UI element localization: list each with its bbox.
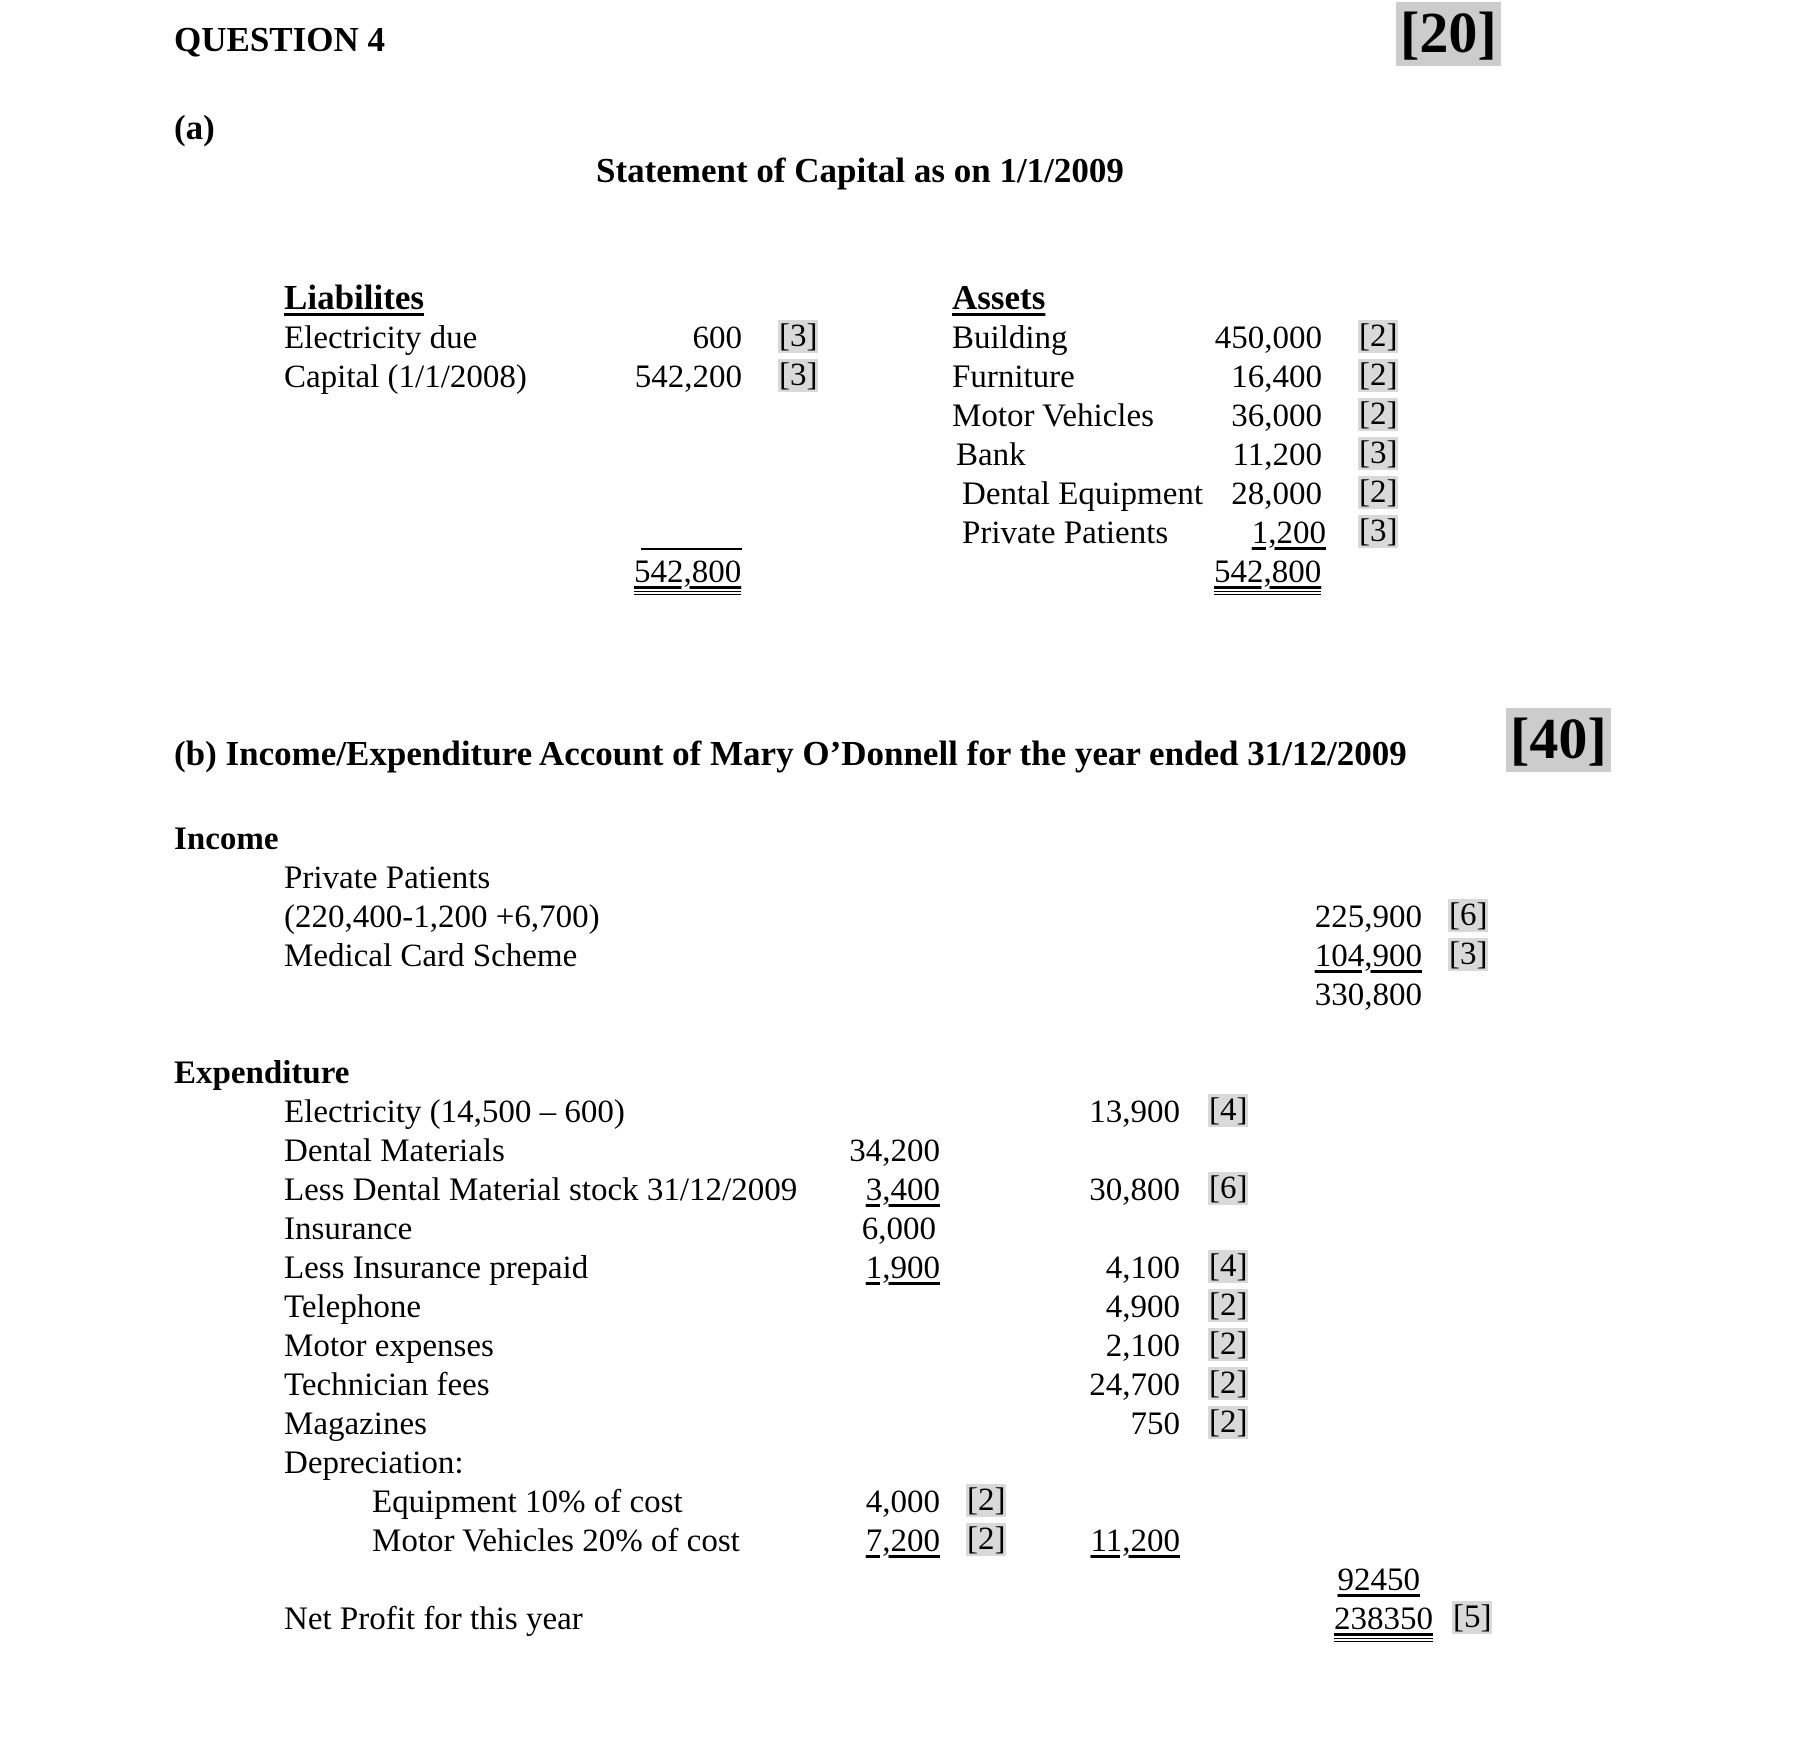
assets-total: 542,800	[1214, 554, 1321, 595]
marks-badge: [2]	[967, 1482, 1006, 1518]
marks-badge: [2]	[1359, 357, 1398, 393]
income-amount: 225,900	[1314, 899, 1422, 935]
income-heading: Income	[174, 821, 279, 857]
marks-badge: [2]	[1209, 1404, 1248, 1440]
asset-label: Private Patients	[962, 515, 1169, 551]
liability-label: Capital (1/1/2008)	[284, 359, 527, 395]
asset-amount: 11,200	[1232, 437, 1322, 473]
marks-badge: [3]	[779, 318, 818, 354]
expense-label: Less Insurance prepaid	[284, 1250, 589, 1286]
asset-amount: 450,000	[1214, 320, 1322, 356]
marks-badge: [3]	[1359, 435, 1398, 471]
expense-label: Less Dental Material stock 31/12/2009	[284, 1172, 798, 1208]
depreciation-label: Equipment 10% of cost	[372, 1484, 683, 1520]
expense-amount: 24,700	[1089, 1367, 1180, 1403]
depreciation-label: Motor Vehicles 20% of cost	[372, 1523, 740, 1559]
expense-amount: 2,100	[1105, 1328, 1180, 1364]
marks-badge: [3]	[779, 357, 818, 393]
depreciation-amount: 7,200	[865, 1523, 940, 1559]
part-b-title: (b) Income/Expenditure Account of Mary O’Donnell for the year ended 31/12/2009	[174, 734, 1407, 773]
expense-amount: 13,900	[1089, 1094, 1180, 1130]
part-a-title: Statement of Capital as on 1/1/2009	[596, 151, 1124, 190]
expense-amount: 30,800	[1089, 1172, 1180, 1208]
asset-label: Bank	[956, 437, 1026, 473]
liability-label: Electricity due	[284, 320, 478, 356]
marks-badge: [6]	[1209, 1170, 1248, 1206]
expense-label: Electricity (14,500 – 600)	[284, 1094, 625, 1130]
marks-badge: [2]	[1359, 474, 1398, 510]
subtotal-rule	[641, 548, 742, 550]
depreciation-amount: 4,000	[865, 1484, 940, 1520]
marks-badge: [3]	[1359, 513, 1398, 549]
asset-label: Building	[952, 320, 1068, 356]
expense-label: Technician fees	[284, 1367, 490, 1403]
expense-label: Motor expenses	[284, 1328, 494, 1364]
expenditure-total: 92450	[1337, 1562, 1420, 1598]
marks-badge: [2]	[1209, 1287, 1248, 1323]
marks-badge: [2]	[1209, 1326, 1248, 1362]
asset-amount: 1,200	[1251, 515, 1326, 551]
liability-amount: 600	[692, 320, 742, 356]
question-heading: QUESTION 4	[174, 20, 386, 59]
marks-badge: [3]	[1449, 936, 1488, 972]
asset-label: Motor Vehicles	[952, 398, 1154, 434]
asset-label: Dental Equipment	[962, 476, 1204, 512]
assets-heading: Assets	[952, 278, 1046, 317]
asset-amount: 36,000	[1231, 398, 1322, 434]
expense-amount: 750	[1130, 1406, 1180, 1442]
liabilities-heading: Liabilites	[284, 278, 425, 317]
expense-label: Telephone	[284, 1289, 421, 1325]
depreciation-total: 11,200	[1090, 1523, 1180, 1559]
expense-label: Dental Materials	[284, 1133, 505, 1169]
net-profit-label: Net Profit for this year	[284, 1601, 583, 1637]
liability-amount: 542,200	[634, 359, 742, 395]
expense-sub-amount: 1,900	[865, 1250, 940, 1286]
expense-label: Magazines	[284, 1406, 427, 1442]
expense-amount: 4,100	[1105, 1250, 1180, 1286]
part-a-label: (a)	[174, 108, 215, 147]
asset-amount: 28,000	[1231, 476, 1322, 512]
marks-badge: [6]	[1449, 897, 1488, 933]
asset-amount: 16,400	[1231, 359, 1322, 395]
income-label: Medical Card Scheme	[284, 938, 578, 974]
net-profit-amount: 238350	[1334, 1601, 1433, 1642]
expense-sub-amount: 6,000	[861, 1211, 936, 1247]
income-label: Private Patients	[284, 860, 491, 896]
expense-label: Insurance	[284, 1211, 413, 1247]
expense-label: Depreciation:	[284, 1445, 464, 1481]
marks-badge: [2]	[1359, 318, 1398, 354]
marks-badge: [2]	[1359, 396, 1398, 432]
asset-label: Furniture	[952, 359, 1075, 395]
marks-badge: [4]	[1209, 1248, 1248, 1284]
income-total: 330,800	[1314, 977, 1422, 1013]
part-b-marks: [40]	[1506, 708, 1611, 772]
marks-badge: [5]	[1453, 1599, 1492, 1635]
marks-badge: [4]	[1209, 1092, 1248, 1128]
income-calc: (220,400-1,200 +6,700)	[284, 899, 600, 935]
expenditure-heading: Expenditure	[174, 1055, 350, 1091]
income-amount: 104,900	[1314, 938, 1422, 974]
liabilities-total: 542,800	[634, 554, 741, 595]
expense-sub-amount: 34,200	[849, 1133, 940, 1169]
expense-sub-amount: 3,400	[865, 1172, 940, 1208]
question-total-marks: [20]	[1396, 2, 1501, 66]
marks-badge: [2]	[967, 1521, 1006, 1557]
expense-amount: 4,900	[1105, 1289, 1180, 1325]
marks-badge: [2]	[1209, 1365, 1248, 1401]
